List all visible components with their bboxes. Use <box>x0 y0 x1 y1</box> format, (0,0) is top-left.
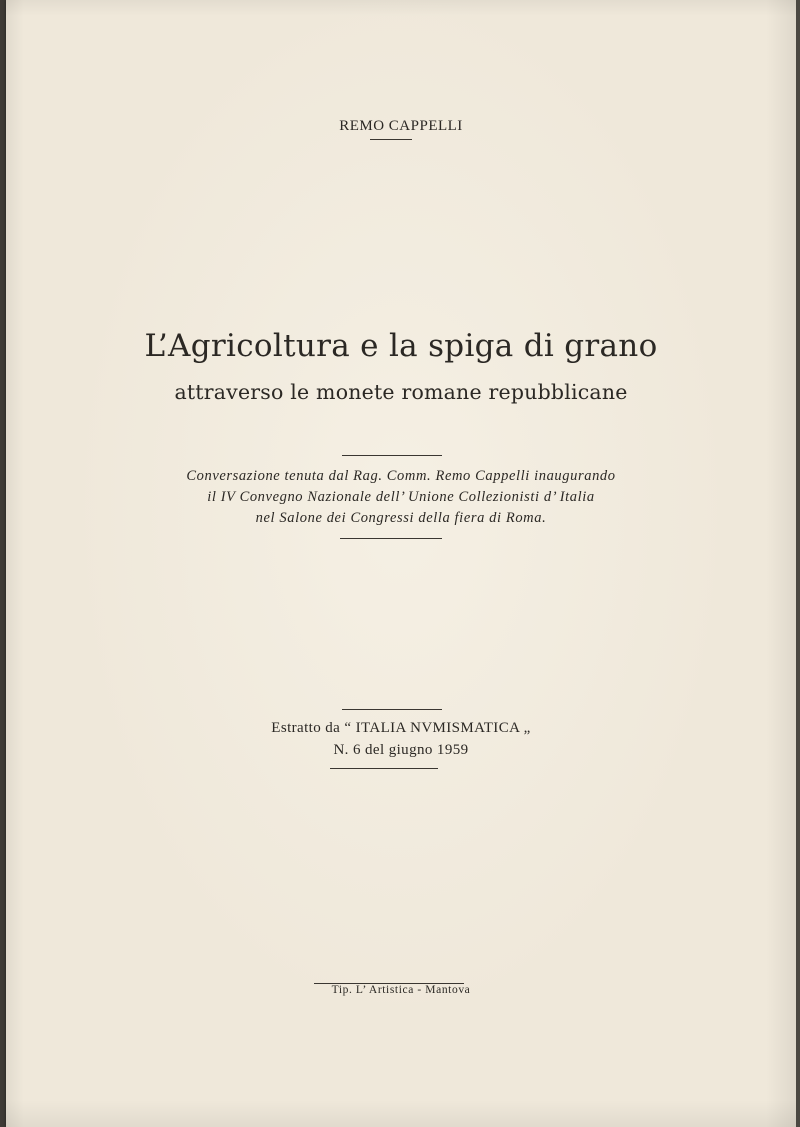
author-underline <box>370 139 412 140</box>
conversation-line-1: Conversazione tenuta dal Rag. Comm. Remo Cappelli inaugurando <box>186 468 616 484</box>
document-subtitle: attraverso le monete romane repubblicane <box>174 380 628 404</box>
conversation-line-3: nel Salone dei Congressi della fiera di Roma. <box>255 510 547 526</box>
document-page <box>6 0 796 1127</box>
conversation-line-2: il IV Convegno Nazionale dell’ Unione Collezionisti d’ Italia <box>207 489 595 505</box>
divider-top <box>342 455 442 456</box>
extract-rule-top <box>342 709 442 710</box>
author-name: REMO CAPPELLI <box>339 118 463 134</box>
document-title: L’Agricoltura e la spiga di grano <box>144 328 658 364</box>
page-right-edge <box>796 0 800 1127</box>
extract-issue: N. 6 del giugno 1959 <box>333 742 469 758</box>
printer-imprint: Tip. L’ Artistica - Mantova <box>331 984 471 996</box>
divider-bottom <box>340 538 442 539</box>
extract-rule-bottom <box>330 768 438 769</box>
extract-source: Estratto da “ ITALIA NVMISMATICA „ <box>271 720 531 736</box>
